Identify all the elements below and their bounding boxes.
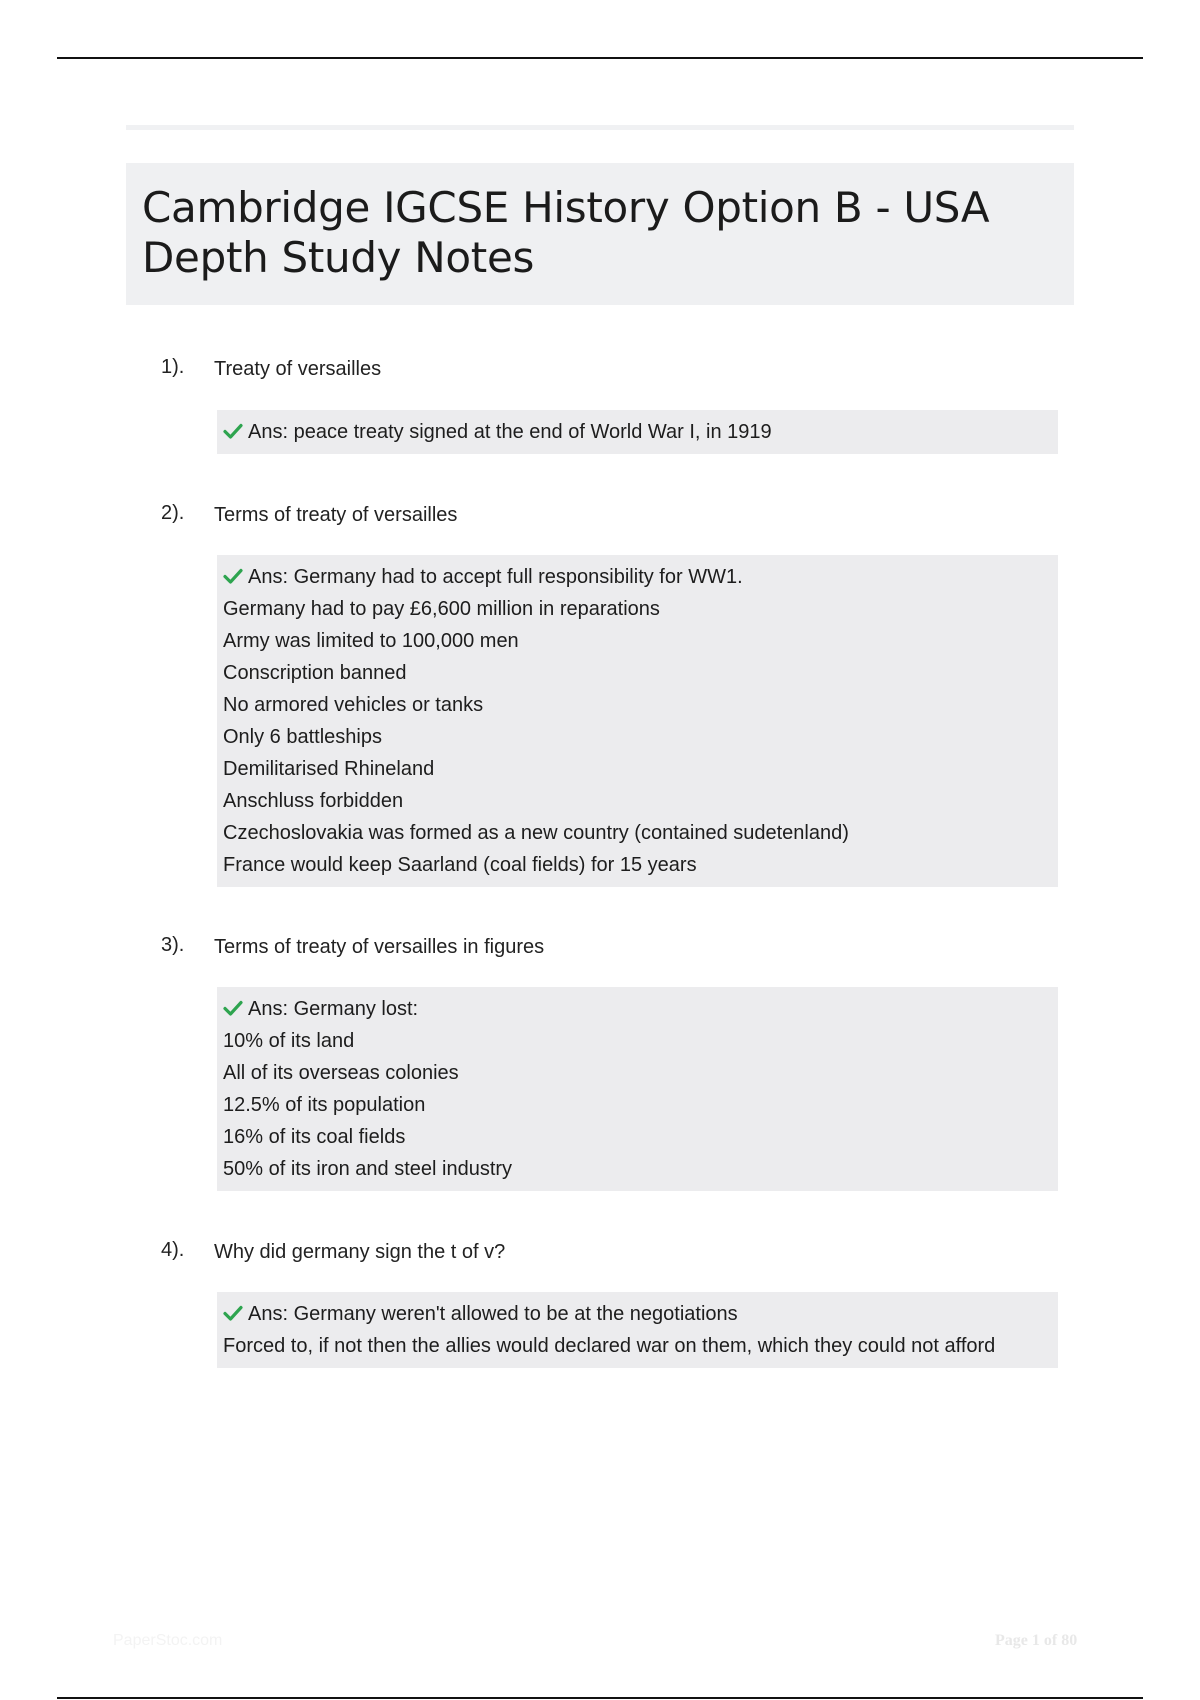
checkmark-icon [223,568,243,584]
answer-box [217,987,1058,1191]
answer-line: Only 6 battleships [223,726,382,748]
page-title: Cambridge IGCSE History Option B - USA Depth Study Notes [142,183,990,282]
answer-line: 16% of its coal fields [223,1126,406,1148]
question-text: Terms of treaty of versailles in figures [214,936,545,958]
answer-line: No armored vehicles or tanks [223,694,484,716]
answer-line: France would keep Saarland (coal fields) for 15 years [223,854,697,876]
answer-line: Anschluss forbidden [223,790,404,812]
answer-line: 50% of its iron and steel industry [223,1158,513,1180]
question-number: 4). [161,1239,185,1261]
header-divider [126,125,1074,130]
answer-line: All of its overseas colonies [223,1062,459,1084]
question-text: Terms of treaty of versailles [214,504,458,526]
question-text: Why did germany sign the t of v? [214,1241,506,1263]
top-rule [57,57,1143,59]
checkmark-icon [223,1305,243,1321]
answer-line [223,993,1052,1025]
question-number: 3). [161,934,185,956]
answer-line: 12.5% of its population [223,1094,426,1116]
title-banner [126,163,1074,305]
checkmark-icon [223,1000,243,1016]
answer-box [217,555,1058,887]
question-number: 1). [161,356,185,378]
answer-box [217,410,1058,454]
question-number: 2). [161,502,185,524]
footer-watermark: PaperStoc.com [113,1632,223,1649]
answer-first-line: Ans: Germany lost: [248,998,419,1020]
answer-line [223,1298,1052,1330]
answer-line: Conscription banned [223,662,407,684]
answer-line: Czechoslovakia was formed as a new country (contained sudetenland) [223,822,849,844]
answer-line [223,416,1052,448]
page-number: Page 1 of 80 [995,1632,1078,1649]
answer-line: 10% of its land [223,1030,355,1052]
answer-line [223,561,1052,593]
answer-line: Army was limited to 100,000 men [223,630,519,652]
answer-line: Forced to, if not then the allies would declared war on them, which they could not afford [223,1335,996,1357]
answer-line: Germany had to pay £6,600 million in reparations [223,598,660,620]
answer-first-line: Ans: peace treaty signed at the end of World War I, in 1919 [248,421,772,443]
answer-box [217,1292,1058,1368]
checkmark-icon [223,423,243,439]
answer-first-line: Ans: Germany had to accept full responsibility for WW1. [248,566,743,588]
question-text: Treaty of versailles [214,358,382,380]
answer-first-line: Ans: Germany weren't allowed to be at the negotiations [248,1303,738,1325]
bottom-rule [57,1697,1143,1699]
answer-line: Demilitarised Rhineland [223,758,435,780]
